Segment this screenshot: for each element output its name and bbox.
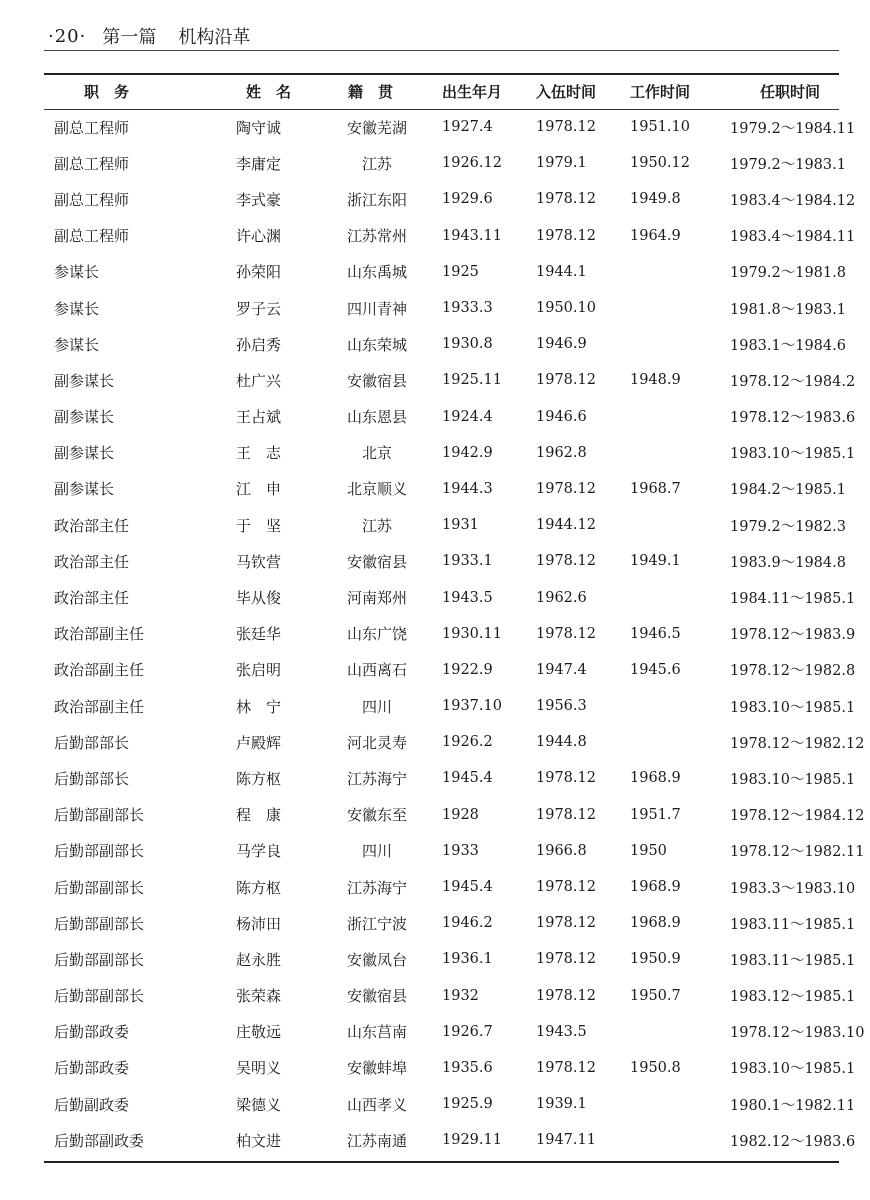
cell-work-start: 1950.8 bbox=[630, 1059, 681, 1076]
cell-work-start bbox=[630, 290, 730, 326]
table-row bbox=[44, 652, 839, 688]
cell-work-start: 1950.7 bbox=[630, 987, 681, 1004]
cell-work-start: 1949.1 bbox=[630, 553, 681, 570]
cell-native-place: 江苏南通 bbox=[346, 1131, 407, 1150]
cell-work-start: 1968.7 bbox=[630, 480, 681, 497]
cell-term: 1978.12～1982.11 bbox=[730, 844, 865, 861]
table-row bbox=[44, 326, 839, 362]
cell-position: 政治部副主任 bbox=[54, 661, 145, 680]
cell-name: 李庸定 bbox=[236, 154, 282, 173]
cell-enlistment: 1943.5 bbox=[536, 1023, 587, 1040]
cell-work-start: 1948.9 bbox=[630, 372, 681, 389]
cell-name: 江 申 bbox=[236, 480, 282, 499]
cell-birth: 1946.2 bbox=[442, 915, 493, 932]
cell-position: 政治部主任 bbox=[54, 552, 130, 571]
cell-term: 1983.1～1984.6 bbox=[730, 337, 846, 354]
table-row bbox=[44, 905, 839, 941]
cell-position: 后勤部副部长 bbox=[54, 914, 145, 933]
table-row bbox=[44, 181, 839, 217]
cell-position: 后勤部政委 bbox=[54, 1059, 130, 1078]
cell-native-place: 安徽芜湖 bbox=[346, 118, 407, 137]
cell-term: 1983.3～1983.10 bbox=[730, 880, 856, 897]
cell-name: 罗子云 bbox=[236, 299, 282, 318]
cell-term: 1984.2～1985.1 bbox=[730, 482, 846, 499]
cell-enlistment: 1956.3 bbox=[536, 698, 587, 715]
cell-native-place: 山东禹城 bbox=[346, 263, 407, 282]
cell-enlistment: 1978.12 bbox=[536, 191, 596, 208]
table-row bbox=[44, 941, 839, 977]
cell-position: 政治部副主任 bbox=[54, 697, 145, 716]
cell-enlistment: 1978.12 bbox=[536, 987, 596, 1004]
cell-term: 1983.10～1985.1 bbox=[730, 771, 856, 788]
table-row bbox=[44, 109, 839, 145]
cell-work-start: 1964.9 bbox=[630, 227, 681, 244]
cell-native-place: 四川 bbox=[361, 842, 392, 861]
cell-birth: 1925.9 bbox=[442, 1096, 493, 1113]
cell-name: 孙启秀 bbox=[236, 335, 282, 354]
cell-work-start: 1968.9 bbox=[630, 770, 681, 787]
cell-work-start: 1945.6 bbox=[630, 661, 681, 678]
cell-birth: 1932 bbox=[442, 987, 479, 1004]
cell-term: 1983.10～1985.1 bbox=[730, 446, 856, 463]
cell-name: 陈方枢 bbox=[236, 878, 282, 897]
cell-term: 1982.12～1983.6 bbox=[730, 1133, 856, 1150]
cell-position: 副总工程师 bbox=[54, 154, 130, 173]
cell-position: 副参谋长 bbox=[54, 480, 115, 499]
cell-native-place: 安徽东至 bbox=[346, 806, 407, 825]
cell-enlistment: 1939.1 bbox=[536, 1096, 587, 1113]
cell-name: 庄敬远 bbox=[236, 1023, 282, 1042]
cell-name: 王占斌 bbox=[236, 408, 282, 427]
cell-term: 1979.2～1984.11 bbox=[730, 120, 856, 137]
cell-enlistment: 1979.1 bbox=[536, 155, 587, 172]
table-row bbox=[44, 507, 839, 543]
cell-name: 梁德义 bbox=[236, 1095, 282, 1114]
cell-term: 1978.12～1983.9 bbox=[730, 627, 856, 644]
cell-birth: 1943.5 bbox=[442, 589, 493, 606]
cell-work-start: 1968.9 bbox=[630, 879, 681, 896]
cell-birth: 1924.4 bbox=[442, 408, 493, 425]
cell-work-start bbox=[630, 399, 730, 435]
cell-name: 赵永胜 bbox=[236, 950, 282, 969]
cell-enlistment: 1962.6 bbox=[536, 589, 587, 606]
cell-native-place: 山西离石 bbox=[346, 661, 407, 680]
column-header-work-start: 工作时间 bbox=[630, 83, 691, 101]
cell-birth: 1936.1 bbox=[442, 951, 493, 968]
cell-birth: 1926.7 bbox=[442, 1023, 493, 1040]
cell-enlistment: 1978.12 bbox=[536, 553, 596, 570]
column-header-term: 任职时间 bbox=[760, 83, 821, 101]
cell-position: 后勤部副部长 bbox=[54, 806, 145, 825]
cell-enlistment: 1944.12 bbox=[536, 517, 596, 534]
cell-enlistment: 1978.12 bbox=[536, 119, 596, 136]
cell-enlistment: 1950.10 bbox=[536, 300, 596, 317]
cell-native-place: 江苏常州 bbox=[346, 227, 407, 246]
cell-position: 后勤部部长 bbox=[54, 769, 130, 788]
cell-birth: 1927.4 bbox=[442, 119, 493, 136]
cell-term: 1980.1～1982.11 bbox=[730, 1097, 856, 1114]
cell-enlistment: 1978.12 bbox=[536, 480, 596, 497]
cell-enlistment: 1947.11 bbox=[536, 1132, 596, 1149]
cell-birth: 1944.3 bbox=[442, 480, 493, 497]
cell-birth: 1928 bbox=[442, 806, 479, 823]
cell-term: 1978.12～1984.12 bbox=[730, 808, 865, 825]
table-row bbox=[44, 399, 839, 435]
table-row bbox=[44, 290, 839, 326]
cell-native-place: 江苏海宁 bbox=[346, 769, 407, 788]
cell-term: 1983.11～1985.1 bbox=[730, 952, 856, 969]
cell-native-place: 北京顺义 bbox=[346, 480, 407, 499]
table-row bbox=[44, 797, 839, 833]
cell-birth: 1926.2 bbox=[442, 734, 493, 751]
cell-birth: 1930.8 bbox=[442, 336, 493, 353]
cell-position: 副参谋长 bbox=[54, 408, 115, 427]
cell-term: 1978.12～1983.10 bbox=[730, 1025, 865, 1042]
cell-native-place: 河南郑州 bbox=[346, 589, 407, 608]
table-bottom-rule bbox=[44, 1161, 839, 1163]
cell-enlistment: 1978.12 bbox=[536, 770, 596, 787]
cell-birth: 1925 bbox=[442, 263, 479, 280]
column-header-name: 姓 名 bbox=[246, 83, 292, 101]
cell-enlistment: 1962.8 bbox=[536, 444, 587, 461]
cell-work-start: 1946.5 bbox=[630, 625, 681, 642]
cell-work-start bbox=[630, 1014, 730, 1050]
cell-name: 张启明 bbox=[236, 661, 282, 680]
cell-birth: 1935.6 bbox=[442, 1059, 493, 1076]
table-row bbox=[44, 543, 839, 579]
cell-name: 孙荣阳 bbox=[236, 263, 282, 282]
table-body bbox=[44, 109, 865, 1158]
cell-enlistment: 1978.12 bbox=[536, 625, 596, 642]
cell-native-place: 安徽宿县 bbox=[346, 552, 407, 571]
cell-name: 毕从俊 bbox=[236, 589, 282, 608]
cell-birth: 1931 bbox=[442, 517, 479, 534]
table-row bbox=[44, 833, 839, 869]
cell-term: 1983.9～1984.8 bbox=[730, 554, 846, 571]
cell-name: 许心渊 bbox=[236, 227, 282, 246]
cell-enlistment: 1946.9 bbox=[536, 336, 587, 353]
cell-name: 柏文进 bbox=[236, 1131, 282, 1150]
cell-enlistment: 1944.1 bbox=[536, 263, 587, 280]
cell-position: 后勤部副部长 bbox=[54, 842, 145, 861]
cell-name: 王 志 bbox=[236, 444, 282, 463]
cell-term: 1981.8～1983.1 bbox=[730, 301, 846, 318]
table-row bbox=[44, 978, 839, 1014]
cell-work-start bbox=[630, 326, 730, 362]
cell-native-place: 浙江东阳 bbox=[346, 190, 407, 209]
column-header-birth: 出生年月 bbox=[442, 83, 503, 101]
cell-enlistment: 1978.12 bbox=[536, 951, 596, 968]
cell-work-start bbox=[630, 579, 730, 615]
cell-enlistment: 1944.8 bbox=[536, 734, 587, 751]
cell-position: 后勤副政委 bbox=[54, 1095, 130, 1114]
cell-position: 副总工程师 bbox=[54, 118, 130, 137]
part-label: 第一篇 bbox=[102, 27, 157, 48]
cell-native-place: 山东恩县 bbox=[346, 408, 407, 427]
cell-name: 陈方枢 bbox=[236, 769, 282, 788]
cell-birth: 1929.6 bbox=[442, 191, 493, 208]
cell-name: 陶守诚 bbox=[236, 118, 282, 137]
cell-work-start: 1950 bbox=[630, 842, 667, 859]
cell-work-start bbox=[630, 507, 730, 543]
table-row bbox=[44, 1050, 839, 1086]
cell-enlistment: 1947.4 bbox=[536, 661, 587, 678]
table-row bbox=[44, 1086, 839, 1122]
cell-position: 副总工程师 bbox=[54, 190, 130, 209]
cell-enlistment: 1946.6 bbox=[536, 408, 587, 425]
cell-position: 参谋长 bbox=[54, 263, 100, 282]
cell-position: 参谋长 bbox=[54, 299, 100, 318]
cell-work-start: 1949.8 bbox=[630, 191, 681, 208]
cell-position: 政治部副主任 bbox=[54, 625, 145, 644]
table-row bbox=[44, 616, 839, 652]
column-header-position: 职 务 bbox=[84, 83, 130, 101]
table-row bbox=[44, 218, 839, 254]
cell-enlistment: 1978.12 bbox=[536, 1059, 596, 1076]
cell-name: 张廷华 bbox=[236, 625, 282, 644]
table-row bbox=[44, 760, 839, 796]
table-row bbox=[44, 579, 839, 615]
cell-native-place: 江苏 bbox=[361, 516, 392, 535]
cell-native-place: 河北灵寿 bbox=[346, 733, 407, 752]
cell-native-place: 安徽宿县 bbox=[346, 371, 407, 390]
cell-term: 1978.12～1983.6 bbox=[730, 410, 856, 427]
cell-term: 1978.12～1982.8 bbox=[730, 663, 856, 680]
cell-birth: 1933 bbox=[442, 842, 479, 859]
table-row bbox=[44, 435, 839, 471]
cell-term: 1979.2～1981.8 bbox=[730, 265, 846, 282]
cell-term: 1978.12～1982.12 bbox=[730, 735, 865, 752]
cell-name: 卢殿辉 bbox=[236, 733, 282, 752]
table-row bbox=[44, 471, 839, 507]
cell-position: 副参谋长 bbox=[54, 444, 115, 463]
cell-work-start: 1950.12 bbox=[630, 155, 690, 172]
cell-position: 后勤部部长 bbox=[54, 733, 130, 752]
cell-term: 1983.11～1985.1 bbox=[730, 916, 856, 933]
cell-position: 参谋长 bbox=[54, 335, 100, 354]
cell-term: 1978.12～1984.2 bbox=[730, 373, 856, 390]
cell-birth: 1926.12 bbox=[442, 155, 502, 172]
table-row bbox=[44, 362, 839, 398]
cell-name: 杨沛田 bbox=[236, 914, 282, 933]
table-row bbox=[44, 688, 839, 724]
table-row bbox=[44, 869, 839, 905]
column-header-native-place: 籍 贯 bbox=[348, 83, 394, 101]
cell-name: 马学良 bbox=[236, 842, 282, 861]
cell-enlistment: 1978.12 bbox=[536, 372, 596, 389]
cell-enlistment: 1978.12 bbox=[536, 227, 596, 244]
table-row bbox=[44, 1122, 839, 1158]
chapter-title: 机构沿革 bbox=[178, 27, 251, 48]
cell-enlistment: 1966.8 bbox=[536, 842, 587, 859]
cell-work-start bbox=[630, 1086, 730, 1122]
cell-term: 1983.4～1984.11 bbox=[730, 229, 856, 246]
header-rule bbox=[44, 50, 839, 51]
cell-enlistment: 1978.12 bbox=[536, 915, 596, 932]
cell-term: 1983.10～1985.1 bbox=[730, 1061, 856, 1078]
cell-name: 于 坚 bbox=[236, 516, 282, 535]
cell-native-place: 山东莒南 bbox=[346, 1023, 407, 1042]
cell-term: 1979.2～1982.3 bbox=[730, 518, 846, 535]
cell-position: 政治部主任 bbox=[54, 589, 130, 608]
cell-native-place: 江苏海宁 bbox=[346, 878, 407, 897]
personnel-table bbox=[44, 74, 865, 1158]
column-header-enlistment: 入伍时间 bbox=[536, 83, 597, 101]
cell-birth: 1922.9 bbox=[442, 661, 493, 678]
cell-position: 副参谋长 bbox=[54, 371, 115, 390]
cell-birth: 1933.3 bbox=[442, 300, 493, 317]
cell-term: 1983.4～1984.12 bbox=[730, 192, 856, 209]
cell-position: 后勤部政委 bbox=[54, 1023, 130, 1042]
cell-work-start bbox=[630, 435, 730, 471]
cell-name: 林 宁 bbox=[236, 697, 282, 716]
page-header bbox=[48, 22, 250, 50]
cell-enlistment: 1978.12 bbox=[536, 806, 596, 823]
cell-native-place: 山西孝义 bbox=[346, 1095, 407, 1114]
cell-native-place: 安徽蚌埠 bbox=[346, 1059, 407, 1078]
cell-work-start bbox=[630, 1122, 730, 1158]
cell-native-place: 江苏 bbox=[361, 154, 392, 173]
table-row bbox=[44, 254, 839, 290]
cell-name: 马钦营 bbox=[236, 552, 282, 571]
cell-birth: 1930.11 bbox=[442, 625, 502, 642]
cell-name: 程 康 bbox=[236, 806, 282, 825]
cell-position: 后勤部副部长 bbox=[54, 987, 145, 1006]
cell-native-place: 北京 bbox=[361, 444, 392, 463]
header-row bbox=[44, 74, 839, 109]
cell-native-place: 四川青神 bbox=[346, 299, 407, 318]
cell-birth: 1945.4 bbox=[442, 879, 493, 896]
cell-work-start bbox=[630, 688, 730, 724]
cell-birth: 1925.11 bbox=[442, 372, 502, 389]
table-row bbox=[44, 724, 839, 760]
cell-work-start: 1951.10 bbox=[630, 119, 690, 136]
cell-birth: 1942.9 bbox=[442, 444, 493, 461]
cell-position: 后勤部副政委 bbox=[54, 1131, 145, 1150]
cell-work-start bbox=[630, 254, 730, 290]
cell-term: 1979.2～1983.1 bbox=[730, 156, 846, 173]
cell-native-place: 四川 bbox=[361, 697, 392, 716]
cell-name: 吴明义 bbox=[236, 1059, 282, 1078]
cell-native-place: 山东荣城 bbox=[346, 335, 407, 354]
table-row bbox=[44, 145, 839, 181]
cell-term: 1983.12～1985.1 bbox=[730, 989, 856, 1006]
cell-birth: 1929.11 bbox=[442, 1132, 502, 1149]
page-number: ·20· bbox=[48, 25, 87, 47]
cell-native-place: 安徽凤台 bbox=[346, 950, 407, 969]
cell-native-place: 山东广饶 bbox=[346, 625, 407, 644]
cell-work-start: 1951.7 bbox=[630, 806, 681, 823]
cell-position: 政治部主任 bbox=[54, 516, 130, 535]
cell-name: 杜广兴 bbox=[236, 371, 282, 390]
cell-birth: 1933.1 bbox=[442, 553, 493, 570]
cell-work-start: 1950.9 bbox=[630, 951, 681, 968]
cell-birth: 1943.11 bbox=[442, 227, 502, 244]
cell-work-start: 1968.9 bbox=[630, 915, 681, 932]
cell-enlistment: 1978.12 bbox=[536, 879, 596, 896]
cell-name: 张荣森 bbox=[236, 987, 282, 1006]
cell-position: 副总工程师 bbox=[54, 227, 130, 246]
table-row bbox=[44, 1014, 839, 1050]
cell-term: 1983.10～1985.1 bbox=[730, 699, 856, 716]
cell-term: 1984.11～1985.1 bbox=[730, 591, 856, 608]
cell-work-start bbox=[630, 724, 730, 760]
cell-name: 李式豪 bbox=[236, 190, 282, 209]
cell-native-place: 浙江宁波 bbox=[346, 914, 407, 933]
cell-birth: 1937.10 bbox=[442, 698, 502, 715]
cell-native-place: 安徽宿县 bbox=[346, 987, 407, 1006]
cell-position: 后勤部副部长 bbox=[54, 878, 145, 897]
cell-position: 后勤部副部长 bbox=[54, 950, 145, 969]
cell-birth: 1945.4 bbox=[442, 770, 493, 787]
table-header bbox=[44, 74, 839, 109]
